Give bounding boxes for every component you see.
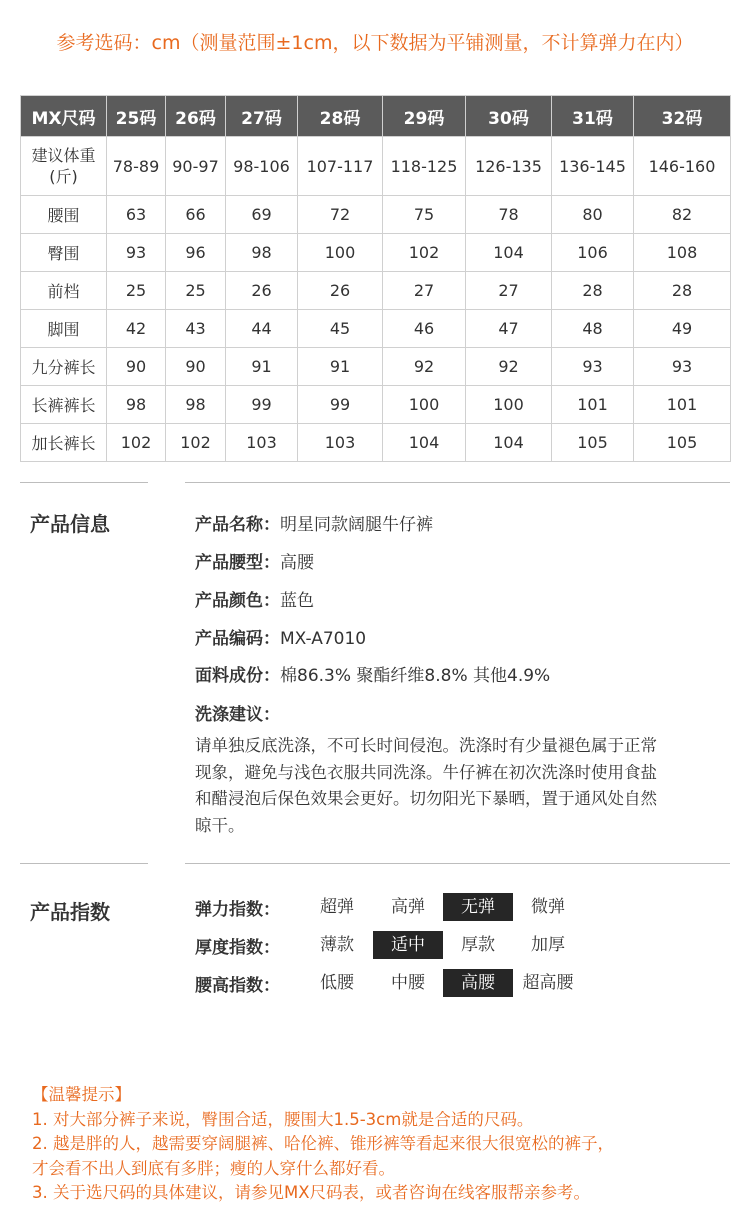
index-key: 厚度指数： <box>195 938 280 958</box>
table-cell: 98-106 <box>226 137 298 196</box>
index-key: 弹力指数： <box>195 900 280 920</box>
row-label: 九分裤长 <box>21 348 107 386</box>
header-cell: 32码 <box>634 96 731 137</box>
option: 薄款 <box>320 935 354 955</box>
option: 微弹 <box>531 897 565 917</box>
tip-line: 才会看不出人到底有多胖；瘦的人穿什么都好看。 <box>32 1158 395 1178</box>
table-row <box>21 234 731 272</box>
table-cell: 48 <box>552 310 634 348</box>
table-row <box>21 272 731 310</box>
row-label: 腰围 <box>21 196 107 234</box>
table-cell: 90 <box>107 348 166 386</box>
table-cell: 100 <box>298 234 383 272</box>
size-table <box>20 95 731 462</box>
warm-tips <box>32 1083 732 1206</box>
table-cell: 126-135 <box>466 137 552 196</box>
table-cell: 105 <box>552 424 634 462</box>
option-selected: 无弹 <box>443 893 513 921</box>
table-cell: 100 <box>383 386 466 424</box>
table-cell: 118-125 <box>383 137 466 196</box>
header-cell: MX尺码 <box>21 96 107 137</box>
info-key: 产品编码： <box>195 629 280 649</box>
table-cell: 27 <box>466 272 552 310</box>
size-table-header <box>21 96 731 137</box>
table-cell: 63 <box>107 196 166 234</box>
info-key: 产品颜色： <box>195 591 280 611</box>
table-row <box>21 386 731 424</box>
table-cell: 26 <box>298 272 383 310</box>
tip-line: 2. 越是胖的人，越需要穿阔腿裤、哈伦裤、锥形裤等看起来很大很宽松的裤子， <box>32 1134 614 1153</box>
option: 中腰 <box>391 973 425 993</box>
table-cell: 103 <box>298 424 383 462</box>
divider <box>20 863 148 864</box>
info-key: 面料成份： <box>195 666 280 686</box>
table-cell: 27 <box>383 272 466 310</box>
table-cell: 93 <box>552 348 634 386</box>
divider <box>185 863 730 864</box>
header-cell: 31码 <box>552 96 634 137</box>
table-cell: 78 <box>466 196 552 234</box>
table-cell: 82 <box>634 196 731 234</box>
info-value: 明星同款阔腿牛仔裤 <box>280 515 433 535</box>
header-cell: 26码 <box>166 96 226 137</box>
row-label: 建议体重 (斤) <box>21 137 107 196</box>
table-row <box>21 196 731 234</box>
option: 厚款 <box>461 935 495 955</box>
table-cell: 28 <box>634 272 731 310</box>
table-cell: 90-97 <box>166 137 226 196</box>
table-cell: 25 <box>107 272 166 310</box>
size-note: 参考选码：cm（测量范围±1cm，以下数据为平铺测量，不计算弹力在内） <box>56 32 694 54</box>
table-cell: 69 <box>226 196 298 234</box>
table-cell: 42 <box>107 310 166 348</box>
wash-line: 请单独反底洗涤，不可长时间侵泡。洗涤时有少量褪色属于正常 <box>195 736 657 755</box>
row-label: 脚围 <box>21 310 107 348</box>
info-value: 蓝色 <box>280 591 314 611</box>
table-cell: 49 <box>634 310 731 348</box>
header-cell: 25码 <box>107 96 166 137</box>
table-cell: 72 <box>298 196 383 234</box>
option: 低腰 <box>320 973 354 993</box>
header-cell: 30码 <box>466 96 552 137</box>
tip-line: 1. 对大部分裤子来说，臀围合适，腰围大1.5-3cm就是合适的尺码。 <box>32 1109 534 1129</box>
table-cell: 75 <box>383 196 466 234</box>
info-key: 产品名称： <box>195 515 280 535</box>
wash-line: 晾干。 <box>195 815 245 835</box>
header-cell: 29码 <box>383 96 466 137</box>
info-waist-row <box>195 548 314 573</box>
table-cell: 92 <box>383 348 466 386</box>
option-selected: 适中 <box>373 931 443 959</box>
info-name-row <box>195 510 433 535</box>
table-row <box>21 348 731 386</box>
header-cell: 27码 <box>226 96 298 137</box>
wash-line: 和醋浸泡后保色效果会更好。切勿阳光下暴晒，置于通风处自然 <box>195 789 657 808</box>
option: 加厚 <box>531 935 565 955</box>
table-cell: 47 <box>466 310 552 348</box>
table-cell: 106 <box>552 234 634 272</box>
info-section-title: 产品信息 <box>30 512 110 536</box>
index-key: 腰高指数： <box>195 976 280 996</box>
table-cell: 92 <box>466 348 552 386</box>
table-cell: 91 <box>226 348 298 386</box>
table-cell: 105 <box>634 424 731 462</box>
table-cell: 146-160 <box>634 137 731 196</box>
table-cell: 136-145 <box>552 137 634 196</box>
table-cell: 25 <box>166 272 226 310</box>
row-label: 长裤裤长 <box>21 386 107 424</box>
row-label: 前档 <box>21 272 107 310</box>
table-cell: 96 <box>166 234 226 272</box>
info-wash-row <box>195 700 280 725</box>
table-cell: 98 <box>226 234 298 272</box>
info-value: MX-A7010 <box>280 629 367 649</box>
table-cell: 102 <box>107 424 166 462</box>
table-cell: 98 <box>166 386 226 424</box>
option: 超弹 <box>320 897 354 917</box>
table-cell: 43 <box>166 310 226 348</box>
divider <box>185 482 730 483</box>
table-cell: 98 <box>107 386 166 424</box>
tips-title: 【温馨提示】 <box>32 1085 131 1104</box>
table-cell: 104 <box>383 424 466 462</box>
header-cell: 28码 <box>298 96 383 137</box>
info-key: 洗涤建议： <box>195 705 280 725</box>
table-cell: 108 <box>634 234 731 272</box>
info-value: 高腰 <box>280 553 314 573</box>
divider <box>20 482 148 483</box>
option: 高弹 <box>391 897 425 917</box>
info-value: 棉86.3% 聚酯纤维8.8% 其他4.9% <box>280 666 551 686</box>
table-cell: 28 <box>552 272 634 310</box>
index-section-title: 产品指数 <box>30 900 110 924</box>
table-cell: 26 <box>226 272 298 310</box>
option-selected: 高腰 <box>443 969 513 997</box>
wash-line: 现象，避免与浅色衣服共同洗涤。牛仔裤在初次洗涤时使用食盐 <box>195 762 657 782</box>
table-row <box>21 424 731 462</box>
table-row <box>21 310 731 348</box>
table-cell: 93 <box>107 234 166 272</box>
table-cell: 107-117 <box>298 137 383 196</box>
table-cell: 46 <box>383 310 466 348</box>
info-color-row <box>195 586 314 611</box>
table-cell: 78-89 <box>107 137 166 196</box>
table-cell: 80 <box>552 196 634 234</box>
table-cell: 103 <box>226 424 298 462</box>
row-label: 加长裤长 <box>21 424 107 462</box>
table-cell: 104 <box>466 234 552 272</box>
row-label: 臀围 <box>21 234 107 272</box>
table-cell: 93 <box>634 348 731 386</box>
tip-line: 3. 关于选尺码的具体建议，请参见MX尺码表，或者咨询在线客服帮亲参考。 <box>32 1183 591 1202</box>
info-code-row <box>195 624 366 649</box>
table-cell: 102 <box>383 234 466 272</box>
table-cell: 66 <box>166 196 226 234</box>
info-fabric-row <box>195 661 550 686</box>
table-cell: 100 <box>466 386 552 424</box>
table-cell: 101 <box>552 386 634 424</box>
option: 超高腰 <box>522 973 574 993</box>
table-cell: 101 <box>634 386 731 424</box>
wash-instructions <box>195 733 735 839</box>
table-cell: 91 <box>298 348 383 386</box>
table-cell: 104 <box>466 424 552 462</box>
table-cell: 99 <box>226 386 298 424</box>
table-cell: 99 <box>298 386 383 424</box>
table-cell: 90 <box>166 348 226 386</box>
table-cell: 44 <box>226 310 298 348</box>
table-cell: 45 <box>298 310 383 348</box>
table-row <box>21 137 731 196</box>
info-key: 产品腰型： <box>195 553 280 573</box>
table-cell: 102 <box>166 424 226 462</box>
